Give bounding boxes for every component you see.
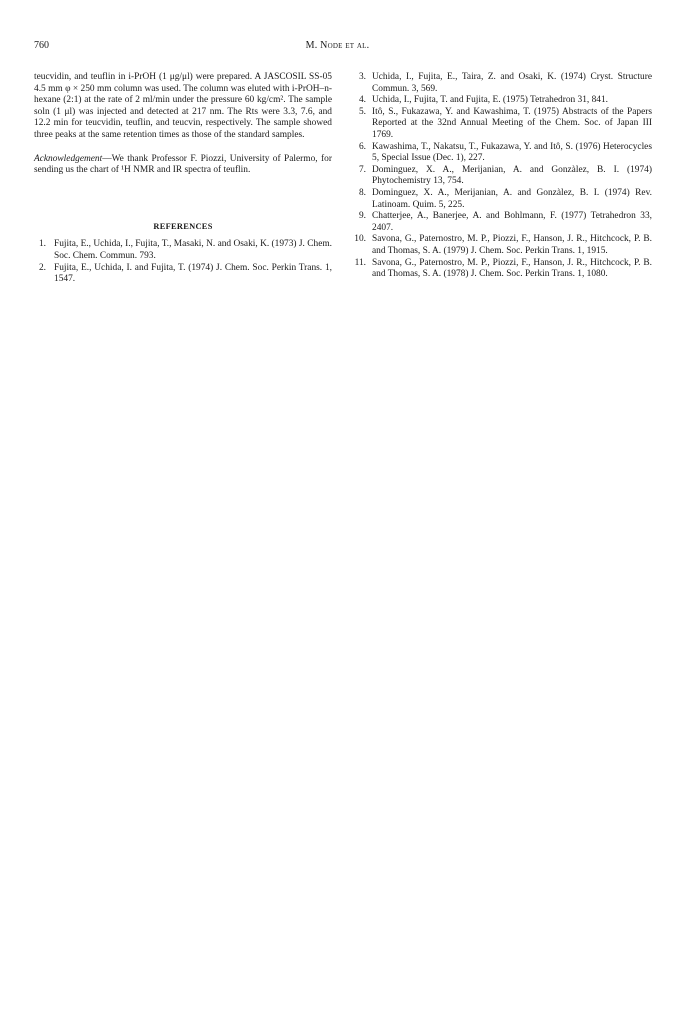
reference-number: 10. — [354, 234, 366, 245]
reference-number: 4. — [358, 95, 366, 106]
running-head-text: M. Node et al. — [305, 40, 370, 51]
reference-text: Savona, G., Paternostro, M. P., Piozzi, F., Hanson, J. R., Hitchcock, P. B. and Thomas, S. A. (1979) J. Chem. Soc. Perkin Trans. 1, 1915. — [372, 234, 652, 256]
reference-number: 11. — [354, 257, 366, 268]
reference-number: 8. — [358, 187, 366, 198]
reference-number: 1. — [38, 239, 46, 250]
reference-item — [352, 107, 652, 142]
body-paragraph: teucvidin, and teuflin in i-PrOH (1 μg/μl) were prepared. A JASCOSIL SS-05 4.5 mm φ × 250 mm column was used. The column was eluted with i-PrOH–n-hexane (2:1) at the rate of 2 ml/min under the pressure 60 kg/cm². The sample soln (1 μl) was injected and detected at 217 nm. The Rts were 3.3, 7.6, and 12.2 min for teucvidin, teuflin, and teucvin, respectively. The sample showed three peaks at the same retention times as those of the standard samples. — [34, 72, 332, 140]
reference-number: 6. — [358, 141, 366, 152]
acknowledgement: Acknowledgement—We thank Professor F. Piozzi, University of Palermo, for sending us the chart of ¹H NMR and IR spectra of teuflin. — [34, 153, 332, 176]
reference-text: Fujita, E., Uchida, I., Fujita, T., Masaki, N. and Osaki, K. (1973) J. Chem. Soc. Chem. Commun. 793. — [54, 239, 332, 261]
reference-number: 9. — [358, 211, 366, 222]
reference-text: Fujita, E., Uchida, I. and Fujita, T. (1974) J. Chem. Soc. Perkin Trans. 1, 1547. — [54, 262, 332, 285]
reference-item — [352, 234, 652, 257]
reference-item — [352, 211, 652, 234]
reference-text: Uchida, I., Fujita, E., Taira, Z. and Osaki, K. (1974) Cryst. Structure Commun. 3, 569. — [372, 72, 652, 94]
page-number: 760 — [34, 40, 49, 51]
reference-text: Kawashima, T., Nakatsu, T., Fukazawa, Y. and Itô, S. (1976) Heterocycles 5, Special Issue (Dec. 1), 227. — [372, 141, 652, 164]
reference-text: Uchida, I., Fujita, T. and Fujita, E. (1975) Tetrahedron 31, 841. — [372, 95, 609, 106]
acknowledgement-label: Acknowledgement — [34, 153, 103, 164]
reference-item — [34, 263, 332, 286]
reference-text: Dominguez, X. A., Merijanian, A. and Gonzàlez, B. I. (1974) Phytochemistry 13, 754. — [372, 164, 652, 187]
reference-item — [352, 258, 652, 281]
reference-text: Savona, G., Paternostro, M. P., Piozzi, F., Hanson, J. R., Hitchcock, P. B. and Thomas, S. A. (1978) J. Chem. Soc. Perkin Trans. 1, 1080. — [372, 257, 652, 280]
reference-text: Itô, S., Fukazawa, Y. and Kawashima, T. (1975) Abstracts of the Papers Reported at the 32nd Annual Meeting of the Chem. Soc. of Japan III 1769. — [372, 106, 652, 140]
reference-text: Chatterjee, A., Banerjee, A. and Bohlmann, F. (1977) Tetrahedron 33, 2407. — [372, 211, 652, 233]
reference-item — [34, 239, 332, 262]
left-column — [34, 72, 332, 286]
reference-item — [352, 72, 652, 95]
reference-number: 7. — [358, 164, 366, 175]
reference-text: Dominguez, X. A., Merijanian, A. and Gonzàlez, B. I. (1974) Rev. Latinoam. Quim. 5, 225. — [372, 187, 652, 210]
reference-item — [352, 188, 652, 211]
reference-number: 5. — [358, 106, 366, 117]
reference-item — [352, 95, 652, 107]
right-column — [352, 72, 652, 281]
reference-item — [352, 165, 652, 188]
reference-number: 2. — [38, 262, 46, 273]
running-head — [0, 40, 675, 51]
reference-item — [352, 142, 652, 165]
reference-number: 3. — [358, 72, 366, 82]
references-heading: REFERENCES — [153, 221, 213, 231]
acknowledgement-text: We thank Professor F. Piozzi, University of Palermo, for sending us the chart of ¹H NMR and IR spectra of teuflin. — [34, 153, 332, 176]
